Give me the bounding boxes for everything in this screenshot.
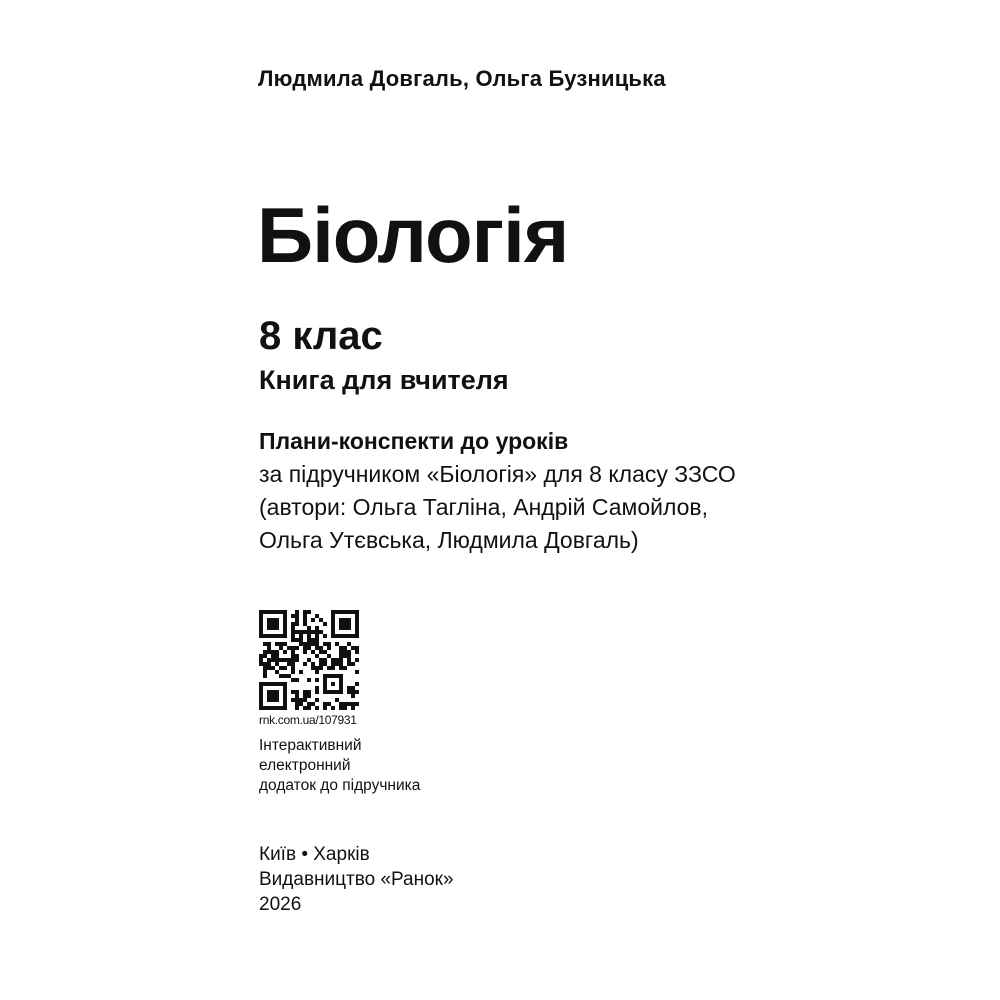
imprint-year: 2026 (259, 894, 302, 915)
description-line: за підручником «Біологія» для 8 класу ЗЗСО (259, 461, 736, 487)
imprint (259, 842, 454, 917)
imprint-cities: Київ • Харків (259, 844, 370, 865)
imprint-publisher: Видавництво «Ранок» (259, 869, 454, 890)
qr-url[interactable]: rnk.com.ua/107931 (259, 713, 357, 727)
description-heading: Плани-конспекти до уроків (259, 428, 569, 454)
book-title: Біологія (257, 191, 569, 279)
description-line: Ольга Утєвська, Людмила Довгаль) (259, 527, 639, 553)
grade-label: 8 клас (259, 314, 383, 358)
qr-caption-line: електронний (259, 757, 351, 774)
description-line: (автори: Ольга Тагліна, Андрій Самойлов, (259, 494, 709, 520)
description (259, 425, 736, 557)
qr-code-icon[interactable] (259, 610, 359, 710)
qr-caption-line: додаток до підручника (259, 777, 421, 794)
authors: Людмила Довгаль, Ольга Бузницька (258, 66, 666, 91)
qr-caption (259, 736, 420, 796)
qr-caption-line: Інтерактивний (259, 737, 362, 754)
book-type: Книга для вчителя (259, 365, 509, 395)
